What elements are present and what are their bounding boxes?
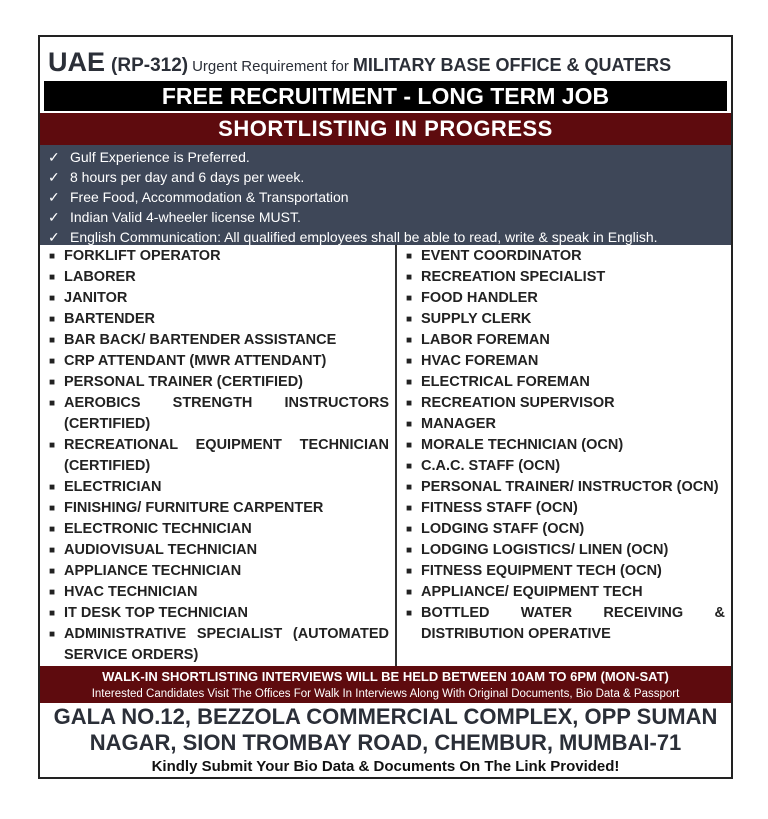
client-name: MILITARY BASE OFFICE & QUATERS <box>352 55 672 75</box>
job-title: BARTENDER <box>64 311 156 327</box>
job-item <box>40 288 395 309</box>
job-item <box>40 561 395 582</box>
job-item <box>40 603 395 624</box>
address-line-2: NAGAR, SION TROMBAY ROAD, CHEMBUR, MUMBAI-71 <box>89 730 682 755</box>
bullet-icon: ■ <box>405 482 413 493</box>
bullet-icon: ■ <box>48 335 56 346</box>
benefit-item <box>48 207 731 227</box>
benefit-text: 8 hours per day and 6 days per week. <box>70 169 305 185</box>
bullet-icon: ■ <box>405 314 413 325</box>
job-title: APPLIANCE TECHNICIAN <box>64 563 242 579</box>
job-title: MORALE TECHNICIAN (OCN) <box>421 437 624 453</box>
bullet-icon: ■ <box>48 482 56 493</box>
urgent-text: Urgent Requirement for <box>192 58 349 75</box>
job-title: PERSONAL TRAINER/ INSTRUCTOR (OCN) <box>421 479 719 495</box>
free-recruitment-banner: FREE RECRUITMENT - LONG TERM JOB <box>44 81 727 111</box>
bullet-icon: ■ <box>48 503 56 514</box>
check-icon: ✓ <box>48 189 60 205</box>
job-title: MANAGER <box>421 416 496 432</box>
job-item <box>397 414 731 435</box>
bullet-icon: ■ <box>405 398 413 409</box>
job-item <box>40 582 395 603</box>
job-item <box>397 498 731 519</box>
bullet-icon: ■ <box>48 314 56 325</box>
job-item <box>40 477 395 498</box>
reference-code: (RP-312) <box>111 55 189 76</box>
job-item <box>397 246 731 267</box>
job-item <box>40 519 395 540</box>
bullet-icon: ■ <box>405 377 413 388</box>
job-columns <box>40 245 731 666</box>
benefit-text: English Communication: All qualified employees shall be able to read, write & speak in English. <box>70 229 658 245</box>
check-icon: ✓ <box>48 229 60 245</box>
bullet-icon: ■ <box>48 587 56 598</box>
walkin-banner <box>40 666 731 703</box>
job-title: ADMINISTRATIVE SPECIALIST (AUTOMATED SERVICE ORDERS) <box>64 626 389 663</box>
bullet-icon: ■ <box>405 251 413 262</box>
benefit-item <box>48 147 731 167</box>
job-item <box>397 519 731 540</box>
job-item <box>40 330 395 351</box>
bullet-icon: ■ <box>48 356 56 367</box>
benefit-text: Gulf Experience is Preferred. <box>70 149 250 165</box>
bullet-icon: ■ <box>405 608 413 619</box>
benefit-item <box>48 167 731 187</box>
address-line-1: GALA NO.12, BEZZOLA COMMERCIAL COMPLEX, OPP SUMAN <box>53 704 718 729</box>
country: UAE <box>48 47 106 77</box>
walkin-schedule: WALK-IN SHORTLISTING INTERVIEWS WILL BE HELD BETWEEN 10AM TO 6PM (MON-SAT) <box>102 669 669 684</box>
job-title: ELECTRICAL FOREMAN <box>421 374 590 390</box>
right-job-list <box>397 245 731 666</box>
bullet-icon: ■ <box>48 545 56 556</box>
bullet-icon: ■ <box>405 356 413 367</box>
bullet-icon: ■ <box>405 293 413 304</box>
job-title: FORKLIFT OPERATOR <box>64 248 221 264</box>
job-title: FINISHING/ FURNITURE CARPENTER <box>64 500 324 516</box>
job-title: RECREATIONAL EQUIPMENT TECHNICIAN (CERTIFIED) <box>64 437 389 474</box>
job-item <box>397 456 731 477</box>
bullet-icon: ■ <box>48 608 56 619</box>
job-title: LODGING STAFF (OCN) <box>421 521 585 537</box>
job-item <box>40 435 395 477</box>
bullet-icon: ■ <box>48 377 56 388</box>
job-title: JANITOR <box>64 290 128 306</box>
benefit-text: Free Food, Accommodation & Transportation <box>70 189 349 205</box>
job-item <box>397 330 731 351</box>
job-title: LABOR FOREMAN <box>421 332 550 348</box>
job-title: FITNESS STAFF (OCN) <box>421 500 578 516</box>
job-item <box>397 267 731 288</box>
bullet-icon: ■ <box>48 629 56 640</box>
walkin-instructions: Interested Candidates Visit The Offices For Walk In Interviews Along With Original Documents, Bio Data & Passport <box>91 688 680 700</box>
benefit-text: Indian Valid 4-wheeler license MUST. <box>70 209 301 225</box>
check-icon: ✓ <box>48 169 60 185</box>
bullet-icon: ■ <box>48 251 56 262</box>
bullet-icon: ■ <box>405 461 413 472</box>
job-title: APPLIANCE/ EQUIPMENT TECH <box>421 584 643 600</box>
job-title: RECREATION SUPERVISOR <box>421 395 615 411</box>
job-title: RECREATION SPECIALIST <box>421 269 606 285</box>
job-title: BOTTLED WATER RECEIVING & DISTRIBUTION OPERATIVE <box>421 605 725 642</box>
job-title: AEROBICS STRENGTH INSTRUCTORS (CERTIFIED) <box>64 395 389 432</box>
job-item <box>397 351 731 372</box>
job-item <box>397 561 731 582</box>
job-item <box>397 309 731 330</box>
job-item <box>40 393 395 435</box>
job-title: IT DESK TOP TECHNICIAN <box>64 605 248 621</box>
job-title: ELECTRICIAN <box>64 479 162 495</box>
job-item <box>40 372 395 393</box>
bullet-icon: ■ <box>405 272 413 283</box>
job-item <box>397 540 731 561</box>
job-item <box>397 393 731 414</box>
job-title: EVENT COORDINATOR <box>421 248 582 264</box>
job-item <box>397 288 731 309</box>
job-item <box>40 267 395 288</box>
benefit-item <box>48 227 731 247</box>
poster-title <box>48 47 671 78</box>
bullet-icon: ■ <box>48 440 56 451</box>
bullet-icon: ■ <box>405 587 413 598</box>
job-item <box>397 477 731 498</box>
benefits-list <box>40 145 731 245</box>
job-title: BAR BACK/ BARTENDER ASSISTANCE <box>64 332 337 348</box>
job-item <box>40 540 395 561</box>
job-title: FOOD HANDLER <box>421 290 538 306</box>
job-title: PERSONAL TRAINER (CERTIFIED) <box>64 374 303 390</box>
bullet-icon: ■ <box>48 272 56 283</box>
benefit-item <box>48 187 731 207</box>
job-item <box>397 372 731 393</box>
left-job-list <box>40 245 397 666</box>
bullet-icon: ■ <box>405 440 413 451</box>
bullet-icon: ■ <box>48 293 56 304</box>
job-title: HVAC TECHNICIAN <box>64 584 198 600</box>
bullet-icon: ■ <box>405 335 413 346</box>
job-item <box>397 582 731 603</box>
bullet-icon: ■ <box>405 419 413 430</box>
job-title: LABORER <box>64 269 136 285</box>
job-title: LODGING LOGISTICS/ LINEN (OCN) <box>421 542 669 558</box>
job-item <box>40 309 395 330</box>
job-title: CRP ATTENDANT (MWR ATTENDANT) <box>64 353 327 369</box>
check-icon: ✓ <box>48 149 60 165</box>
job-title: FITNESS EQUIPMENT TECH (OCN) <box>421 563 662 579</box>
bullet-icon: ■ <box>48 524 56 535</box>
job-title: HVAC FOREMAN <box>421 353 539 369</box>
bullet-icon: ■ <box>405 545 413 556</box>
job-title: SUPPLY CLERK <box>421 311 532 327</box>
job-item <box>40 498 395 519</box>
bullet-icon: ■ <box>405 524 413 535</box>
job-title: ELECTRONIC TECHNICIAN <box>64 521 252 537</box>
shortlisting-banner: SHORTLISTING IN PROGRESS <box>40 113 731 145</box>
bullet-icon: ■ <box>48 566 56 577</box>
check-icon: ✓ <box>48 209 60 225</box>
job-item <box>397 435 731 456</box>
job-item <box>40 246 395 267</box>
submit-note: Kindly Submit Your Bio Data & Documents On The Link Provided! <box>151 758 620 775</box>
job-title: C.A.C. STAFF (OCN) <box>421 458 561 474</box>
bullet-icon: ■ <box>405 566 413 577</box>
office-address <box>40 704 731 778</box>
job-title: AUDIOVISUAL TECHNICIAN <box>64 542 258 558</box>
job-poster <box>38 35 733 779</box>
job-item <box>40 624 395 666</box>
bullet-icon: ■ <box>405 503 413 514</box>
bullet-icon: ■ <box>48 398 56 409</box>
job-item <box>397 603 731 645</box>
job-item <box>40 351 395 372</box>
